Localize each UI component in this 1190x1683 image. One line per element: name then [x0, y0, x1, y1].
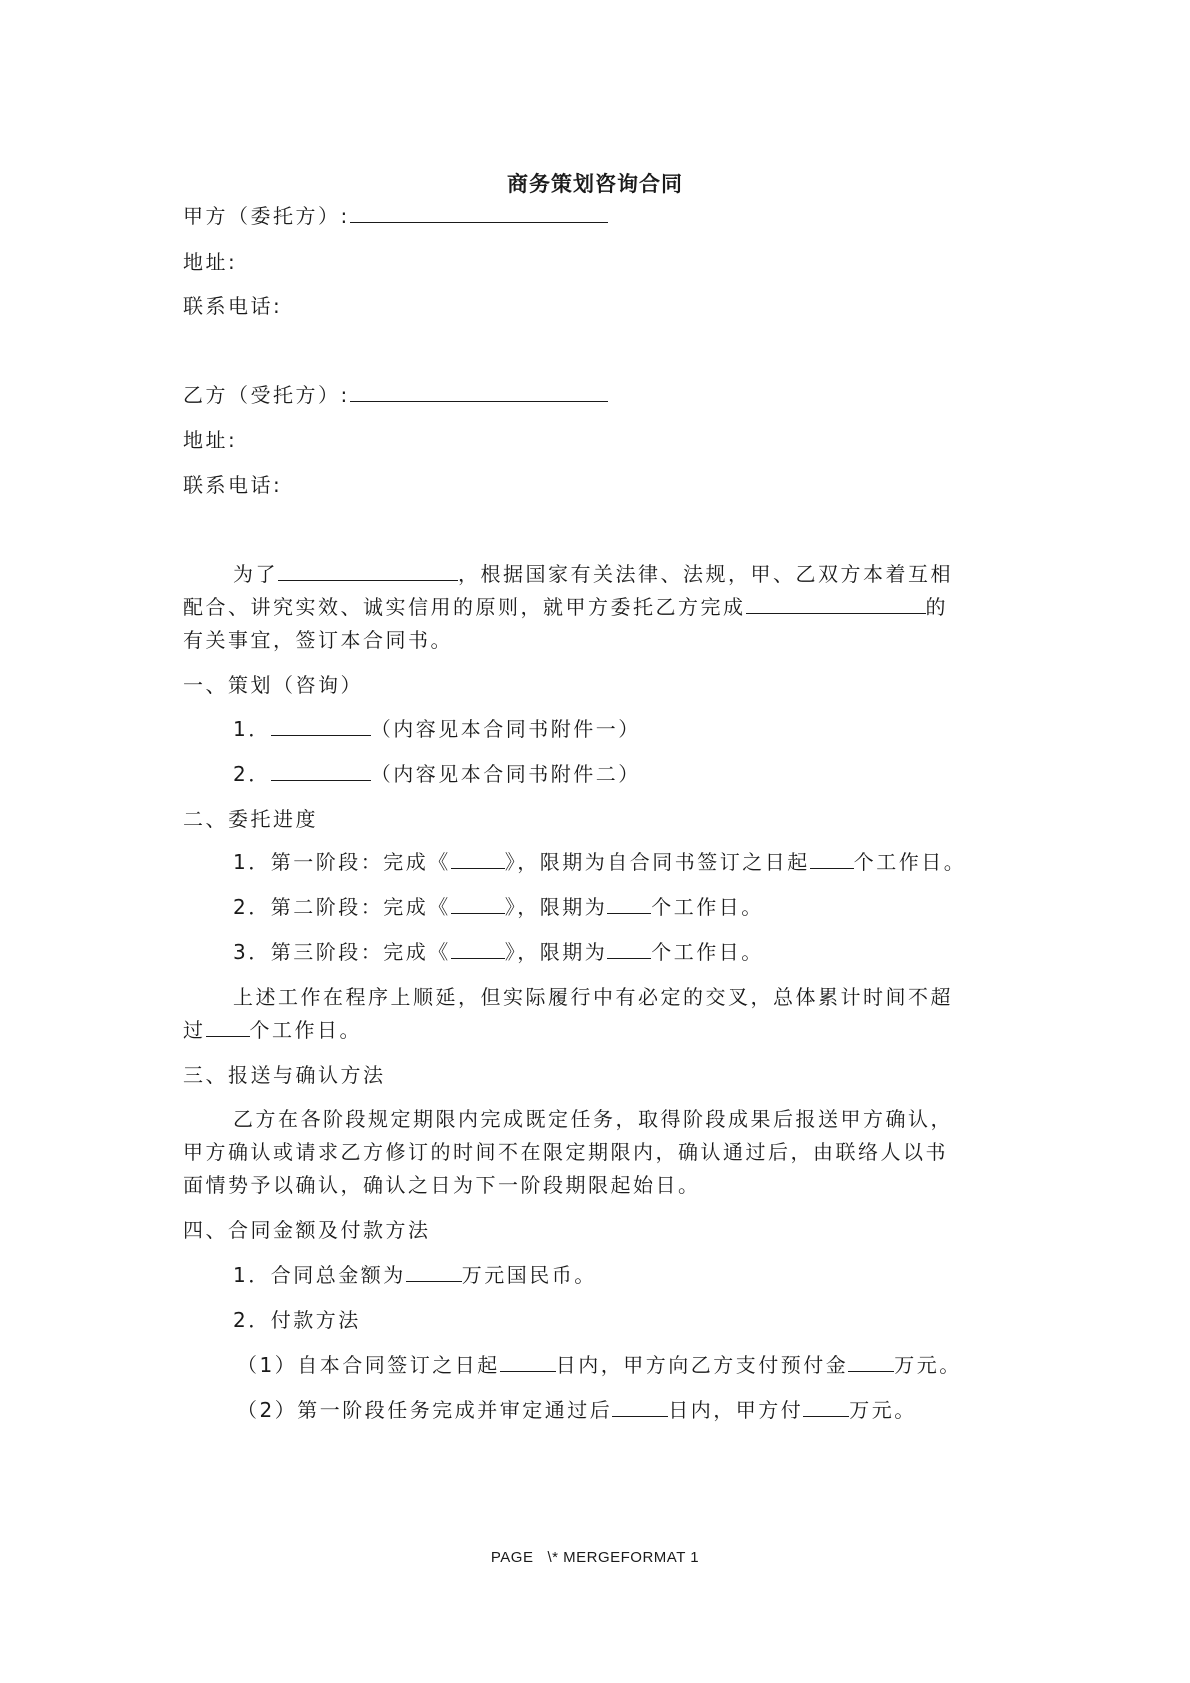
party-a-blank	[350, 202, 608, 223]
stage-1-line	[233, 848, 966, 876]
section-2-heading: 二、委托进度	[183, 807, 318, 831]
section-3-line-1: 乙方在各阶段规定期限内完成既定任务，取得阶段成果后报送甲方确认，	[233, 1107, 953, 1131]
party-b-label: 乙方（受托方）:	[183, 383, 350, 407]
stage-text: 2．第二阶段：完成《	[233, 895, 451, 919]
amount-text: 1．合同总金额为	[233, 1263, 406, 1287]
intro-line-2	[183, 593, 948, 621]
stage-text: 个工作日。	[853, 850, 967, 874]
stage-text: 》，限期为	[504, 895, 608, 919]
section-3-heading: 三、报送与确认方法	[183, 1063, 386, 1087]
party-a-phone: 联系电话:	[183, 294, 283, 318]
prepay-days-blank	[500, 1351, 556, 1372]
section-1-item-2	[233, 760, 641, 788]
stage-1-pay-amount-blank	[803, 1396, 849, 1417]
stage-3-days-blank	[607, 938, 651, 959]
item-text: （内容见本合同书附件一）	[370, 717, 641, 741]
item-2-blank	[271, 760, 371, 781]
section-1-item-1	[233, 715, 641, 743]
page-footer	[0, 1549, 1190, 1566]
note-text: 过	[183, 1018, 206, 1042]
item-text: （内容见本合同书附件二）	[370, 762, 641, 786]
payment-item-1	[237, 1351, 962, 1379]
intro-line-3: 有关事宜，签订本合同书。	[183, 628, 453, 652]
payment-text: 日内，甲方向乙方支付预付金	[555, 1353, 849, 1377]
party-b-blank	[350, 381, 608, 402]
stage-1-pay-days-blank	[612, 1396, 668, 1417]
party-a-address: 地址:	[183, 250, 238, 274]
page-field-code: PAGE \* MERGEFORMAT 1	[490, 1549, 700, 1566]
stage-text: 3．第三阶段：完成《	[233, 940, 451, 964]
intro-text: 配合、讲究实效、诚实信用的原则，就甲方委托乙方完成	[183, 595, 746, 619]
party-a-line	[183, 202, 608, 230]
total-days-blank	[206, 1016, 250, 1037]
amount-text: 万元国民币。	[461, 1263, 597, 1287]
task-blank	[746, 593, 926, 614]
stage-1-days-blank	[810, 848, 854, 869]
total-amount-blank	[406, 1261, 462, 1282]
party-b-line	[183, 381, 608, 409]
intro-text: 为了	[233, 562, 278, 586]
total-amount-line	[233, 1261, 597, 1289]
payment-text: 日内，甲方付	[668, 1398, 804, 1422]
party-b-address: 地址:	[183, 428, 238, 452]
stage-2-line	[233, 893, 764, 921]
payment-text: 万元。	[894, 1353, 962, 1377]
payment-text: （1）自本合同签订之日起	[237, 1353, 500, 1377]
payment-item-2	[237, 1396, 917, 1424]
section-1-heading: 一、策划（咨询）	[183, 673, 363, 697]
party-a-label: 甲方（委托方）:	[183, 204, 350, 228]
purpose-blank	[278, 560, 458, 581]
schedule-note-line-1: 上述工作在程序上顺延，但实际履行中有必定的交叉，总体累计时间不超	[233, 985, 953, 1009]
payment-text: （2）第一阶段任务完成并审定通过后	[237, 1398, 613, 1422]
payment-method-heading: 2．付款方法	[233, 1308, 361, 1332]
section-3-line-3: 面情势予以确认，确认之日为下一阶段期限起始日。	[183, 1173, 701, 1197]
intro-line-1	[233, 560, 953, 588]
section-3-line-2: 甲方确认或请求乙方修订的时间不在限定期限内，确认通过后，由联络人以书	[183, 1140, 948, 1164]
stage-1-name-blank	[451, 848, 505, 869]
stage-2-days-blank	[607, 893, 651, 914]
schedule-note-line-2	[183, 1016, 362, 1044]
intro-text: 的	[925, 595, 948, 619]
prepay-amount-blank	[848, 1351, 894, 1372]
item-number: 1．	[233, 717, 271, 741]
note-text: 个工作日。	[249, 1018, 362, 1042]
item-number: 2．	[233, 762, 271, 786]
intro-text: ，根据国家有关法律、法规，甲、乙双方本着互相	[458, 562, 953, 586]
stage-2-name-blank	[451, 893, 505, 914]
stage-text: 个工作日。	[651, 940, 764, 964]
document-title: 商务策划咨询合同	[507, 172, 683, 196]
stage-text: 1．第一阶段：完成《	[233, 850, 451, 874]
stage-text: 》，限期为自合同书签订之日起	[504, 850, 810, 874]
stage-3-name-blank	[451, 938, 505, 959]
stage-3-line	[233, 938, 764, 966]
stage-text: 个工作日。	[651, 895, 764, 919]
party-b-phone: 联系电话:	[183, 473, 283, 497]
section-4-heading: 四、合同金额及付款方法	[183, 1218, 431, 1242]
payment-text: 万元。	[849, 1398, 917, 1422]
item-1-blank	[271, 715, 371, 736]
stage-text: 》，限期为	[504, 940, 608, 964]
